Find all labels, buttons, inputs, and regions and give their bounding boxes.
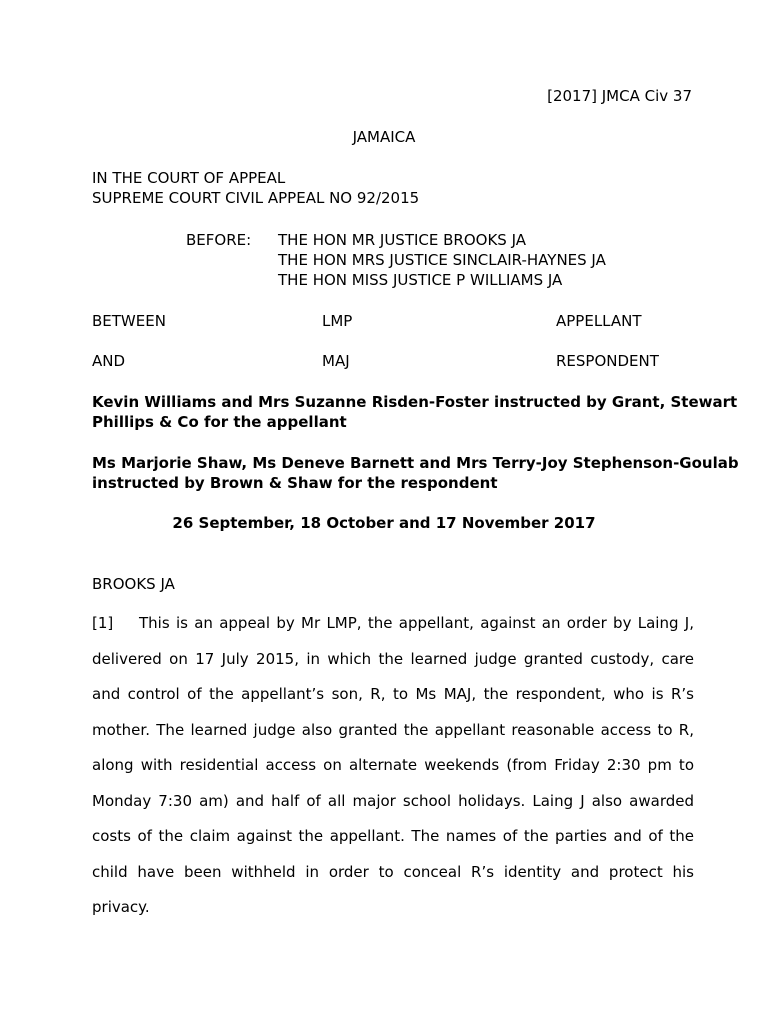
court-name: IN THE COURT OF APPEAL <box>92 169 286 187</box>
jurisdiction-heading: JAMAICA <box>352 128 416 146</box>
hearing-dates: 26 September, 18 October and 17 November 2017 <box>172 514 596 532</box>
party-relation: AND <box>92 352 126 370</box>
judgment-heading: BROOKS JA <box>92 575 175 593</box>
party-name: LMP <box>322 312 353 330</box>
paragraph-number: [1] <box>92 614 114 632</box>
judge-name: THE HON MRS JUSTICE SINCLAIR-HAYNES JA <box>278 251 606 269</box>
party-role: APPELLANT <box>556 312 642 330</box>
bench-label: BEFORE: <box>186 231 252 249</box>
counsel-line: instructed by Brown & Shaw for the respondent <box>92 474 498 492</box>
counsel-line: Kevin Williams and Mrs Suzanne Risden-Foster instructed by Grant, Stewart <box>92 393 738 411</box>
paragraph-1 <box>92 606 694 926</box>
counsel-line: Ms Marjorie Shaw, Ms Deneve Barnett and Mrs Terry-Joy Stephenson-Goulab <box>92 454 739 472</box>
counsel-line: Phillips & Co for the appellant <box>92 413 347 431</box>
judge-name: THE HON MR JUSTICE BROOKS JA <box>278 231 526 249</box>
appeal-number: SUPREME COURT CIVIL APPEAL NO 92/2015 <box>92 189 420 207</box>
judge-name: THE HON MISS JUSTICE P WILLIAMS JA <box>278 271 563 289</box>
paragraph-text: This is an appeal by Mr LMP, the appellant, against an order by Laing J, delivered on 17 July 2015, in which the learned judge granted custody, care and control of the appellant’s son, R, to Ms MAJ, the respondent, who is R’s mother. The learned judge also granted the appellant reasonable access to R, along with residential access on alternate weekends (from Friday 2:30 pm to Monday 7:30 am) and half of all major school holidays. Laing J also awarded costs of the claim against the appellant. The names of the parties and of the child have been withheld in order to conceal R’s identity and protect his privacy. <box>92 614 694 916</box>
party-name: MAJ <box>322 352 350 370</box>
party-relation: BETWEEN <box>92 312 166 330</box>
case-citation: [2017] JMCA Civ 37 <box>547 87 692 105</box>
party-role: RESPONDENT <box>556 352 659 370</box>
